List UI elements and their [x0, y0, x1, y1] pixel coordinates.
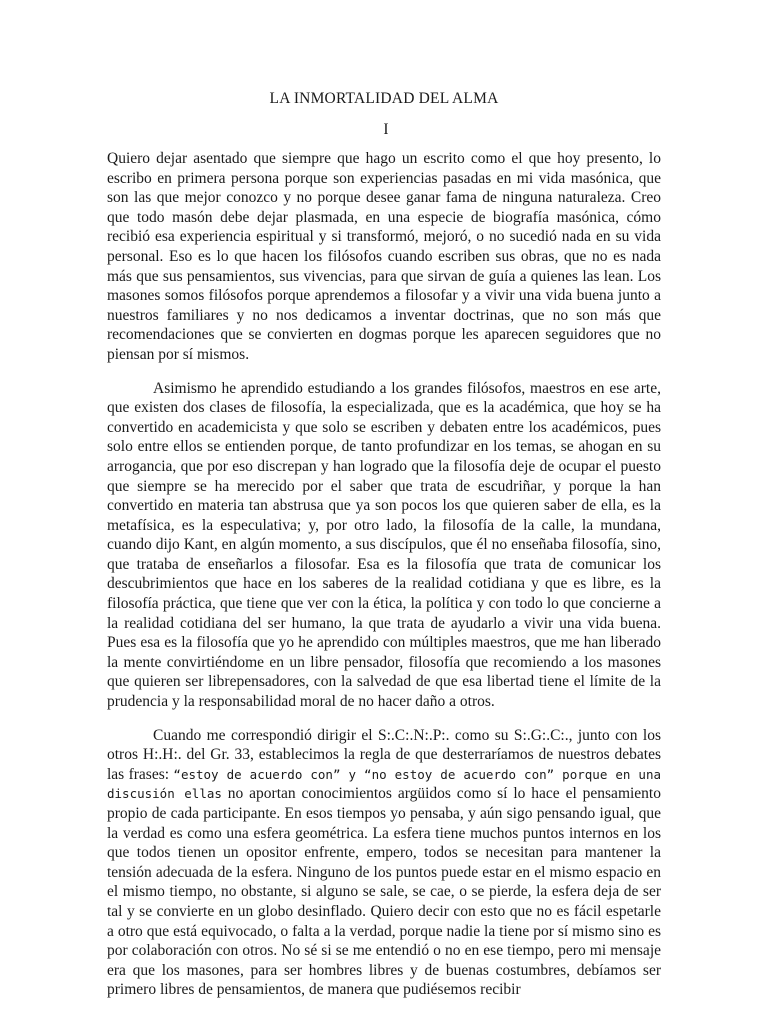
paragraph-3-start: Cuando me correspondió dirigir el S:.C:.N:.P:. como su S:.G:.C:., junto con los otros H:.H:. del Gr. 33, establecimos la regla de que desterraríamos de nuestros debates las frases:	[107, 726, 661, 783]
paragraph-3-quoted-phrases: “estoy de acuerdo con” y “no estoy de acuerdo con” porque en una discusión ellas	[107, 766, 662, 802]
paragraph-3-rest: no aportan conocimientos argüidos como sí lo hace el pensamiento propio de cada participante. En esos tiempos yo pensaba, y aún sigo pensando igual, que la verdad es como una esfera geométrica. La esfera tiene muchos puntos internos en los que todos tienen un opositor enfrente, empero, todos se necesitan para mantener la tensión adecuada de la esfera. Ninguno de los puntos puede estar en el mismo espacio en el mismo tiempo, no obstante, si alguno se sale, se cae, o se pierde, la esfera deja de ser tal y se convierte en un globo desinflado. Quiero decir con esto que no es fácil espetarle a otro que está equivocado, o falta a la verdad, porque nadie la tiene por sí mismo sino es por colaboración con otros. No sé si se me entendió o no en ese tiempo, pero mi mensaje era que los masones, para ser hombres libres y de buenas costumbres, debíamos ser primero libres de pensamientos, de manera que pudiésemos recibir	[107, 785, 661, 999]
paragraph-3	[107, 726, 661, 1000]
document-body	[107, 149, 661, 1014]
section-number: I	[383, 121, 389, 138]
document-title: LA INMORTALIDAD DEL ALMA	[269, 90, 499, 107]
paragraph-2: Asimismo he aprendido estudiando a los grandes filósofos, maestros en ese arte, que existen dos clases de filosofía, la especializada, que es la académica, que hoy se ha convertido en academicista y que solo se escriben y debaten entre los académicos, pues solo entre ellos se entienden porque, de tanto profundizar en los temas, se ahogan en su arrogancia, que por eso discrepan y han logrado que la filosofía deje de ocupar el puesto que siempre se ha merecido por el saber que trata de escudriñar, y porque la han convertido en materia tan abstrusa que ya son pocos los que quieren saber de ella, es la metafísica, es la especulativa; y, por otro lado, la filosofía de la calle, la mundana, cuando dijo Kant, en algún momento, a sus discípulos, que él no enseñaba filosofía, sino, que trataba de enseñarlos a filosofar. Esa es la filosofía que trata de comunicar los descubrimientos que hace en los saberes de la realidad cotidiana y que es libre, es la filosofía práctica, que tiene que ver con la ética, la política y con todo lo que concierne a la realidad cotidiana del ser humano, la que trata de ayudarlo a vivir una vida buena. Pues esa es la filosofía que yo he aprendido con múltiples maestros, que me han liberado la mente convirtiéndome en un libre pensador, filosofía que recomiendo a los masones que quieren ser librepensadores, con la salvedad de que esa libertad tiene el límite de la prudencia y la responsabilidad moral de no hacer daño a otros.	[107, 379, 661, 711]
paragraph-1: Quiero dejar asentado que siempre que hago un escrito como el que hoy presento, lo escribo en primera persona porque son experiencias pasadas en mi vida masónica, que son las que mejor conozco y no porque desee ganar fama de ninguna naturaleza. Creo que todo masón debe dejar plasmada, en una especie de biografía masónica, cómo recibió esa experiencia espiritual y si transformó, mejoró, o no sucedió nada en su vida personal. Eso es lo que hacen los filósofos cuando escriben sus obras, que no es nada más que sus pensamientos, sus vivencias, para que sirvan de guía a quienes las lean. Los masones somos filósofos porque aprendemos a filosofar y a vivir una vida buena junto a nuestros familiares y no nos dedicamos a inventar doctrinas, que no son más que recomendaciones que se convierten en dogmas porque les aparecen seguidores que no piensan por sí mismos.	[107, 150, 661, 363]
